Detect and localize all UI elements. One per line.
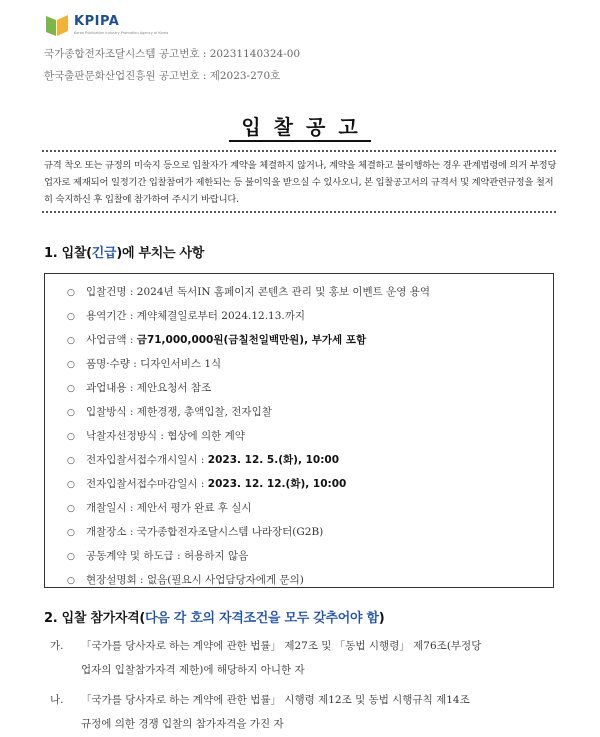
bid-detail-label: 낙찰자선정방식 :: [86, 430, 168, 442]
bid-detail-label: 공동계약 및 하도급 :: [86, 550, 185, 562]
bullet-circle-icon: ○: [67, 408, 75, 418]
bid-detail-item: [67, 548, 248, 563]
bid-detail-item: [67, 524, 323, 539]
bid-detail-item: [67, 500, 252, 515]
bid-detail-label: 사업금액 :: [86, 334, 137, 346]
bid-detail-label: 품명·수량 :: [86, 358, 141, 370]
bid-detail-value: 계약체결일로부터 2024.12.13.까지: [136, 310, 306, 322]
bid-detail-value: 제안서 평가 완료 후 실시: [136, 502, 252, 514]
logo-subtext: Korea Publication Industry Promotion Agency of Korea: [74, 31, 169, 35]
intro-top-divider: [42, 150, 556, 152]
section1-title: 1. 입찰(긴급)에 부치는 사항: [44, 246, 204, 261]
bid-detail-item: [67, 572, 304, 587]
qualification-item: 가. 「국가를 당사자로 하는 계약에 관한 법률」 제27조 및 「동법 시행령」 제76조(부정당 업자의 입찰참가자격 제한)에 해당하지 아니한 자: [50, 640, 482, 676]
bid-detail-item: [67, 404, 272, 419]
bid-detail-item: [67, 332, 366, 347]
bid-detail-value: 허용하지 않음: [184, 550, 249, 562]
bid-detail-label: 개찰장소 :: [86, 526, 137, 538]
kpipa-logo: [44, 10, 169, 42]
bullet-circle-icon: ○: [67, 480, 75, 490]
bullet-circle-icon: ○: [67, 384, 75, 394]
kpipa-logo-mark-icon: [44, 12, 70, 38]
bid-detail-value: 협상에 의한 계약: [167, 430, 245, 442]
section2-title: 2. 입찰 참가자격(다음 각 호의 자격조건을 모두 갖추어야 함): [44, 611, 385, 626]
bullet-circle-icon: ○: [67, 432, 75, 442]
intro-text: 규격 착오 또는 규정의 미숙지 등으로 입찰자가 계약을 체결하지 않거나, 계약을 체결하고 불이행하는 경우 관계법령에 의거 부정당업자로 제재되어 일정기간 입찰참여가 제한되는 등 불이익을 받으실 수 있사오니, 본 입찰공고서의 규격서 및 계약관련규정을 철저히 숙지하신 후 입찰에 참가하여 주시기 바랍니다.: [44, 160, 557, 205]
bid-detail-item: [67, 380, 211, 395]
bullet-circle-icon: ○: [67, 360, 75, 370]
qualification-item: 나. 「국가를 당사자로 하는 계약에 관한 법률」 시행령 제12조 및 동법 시행규칙 제14조 규정에 의한 경쟁 입찰의 참가자격을 가진 자: [50, 694, 470, 730]
bullet-circle-icon: ○: [67, 288, 75, 298]
bid-detail-label: 전자입찰서접수개시일시 :: [86, 454, 208, 466]
bullet-circle-icon: ○: [67, 552, 75, 562]
bid-detail-item: [67, 452, 339, 467]
bullet-circle-icon: ○: [67, 576, 75, 586]
bid-detail-item: [67, 284, 430, 299]
bid-detail-item: [67, 356, 221, 371]
bid-detail-label: 용역기간 :: [86, 310, 137, 322]
bullet-circle-icon: ○: [67, 456, 75, 466]
bid-detail-value: 제한경쟁, 총액입찰, 전자입찰: [136, 406, 272, 418]
bid-detail-value: 국가종합전자조달시스템 나라장터(G2B): [136, 526, 324, 538]
bid-detail-item: [67, 428, 245, 443]
intro-bottom-divider: [42, 211, 556, 213]
bid-detail-value: 2024년 독서IN 홈페이지 콘텐츠 관리 및 홍보 이벤트 운영 용역: [136, 286, 431, 298]
bid-detail-value: 2023. 12. 5.(화), 10:00: [207, 454, 340, 466]
bullet-circle-icon: ○: [67, 312, 75, 322]
bid-detail-label: 과업내용 :: [86, 382, 137, 394]
bullet-circle-icon: ○: [67, 336, 75, 346]
bullet-circle-icon: ○: [67, 504, 75, 514]
page-title: 입찰공고: [0, 111, 600, 140]
bid-detail-label: 입찰건명 :: [86, 286, 137, 298]
bid-details-box: [44, 273, 554, 588]
bid-detail-value: 없음(필요시 사업담당자에게 문의): [146, 574, 304, 586]
logo-text: KPIPA: [74, 14, 120, 29]
bid-detail-item: [67, 476, 346, 491]
bid-detail-value: 금71,000,000원(금칠천일백만원), 부가세 포함: [136, 334, 367, 346]
bid-detail-label: 개찰일시 :: [86, 502, 137, 514]
g2b-notice-number: 국가종합전자조달시스템 공고번호 : 20231140324-00: [44, 48, 301, 60]
bullet-circle-icon: ○: [67, 528, 75, 538]
bid-detail-label: 전자입찰서접수마감일시 :: [86, 478, 208, 490]
bid-detail-value: 디자인서비스 1식: [140, 358, 222, 370]
bid-detail-item: [67, 308, 305, 323]
bid-detail-label: 현장설명회 :: [86, 574, 147, 586]
bid-detail-label: 입찰방식 :: [86, 406, 137, 418]
bid-detail-value: 제안요청서 참조: [136, 382, 212, 394]
bid-detail-value: 2023. 12. 12.(화), 10:00: [207, 478, 347, 490]
kpipa-notice-number: 한국출판문화산업진흥원 공고번호 : 제2023-270호: [44, 70, 281, 82]
